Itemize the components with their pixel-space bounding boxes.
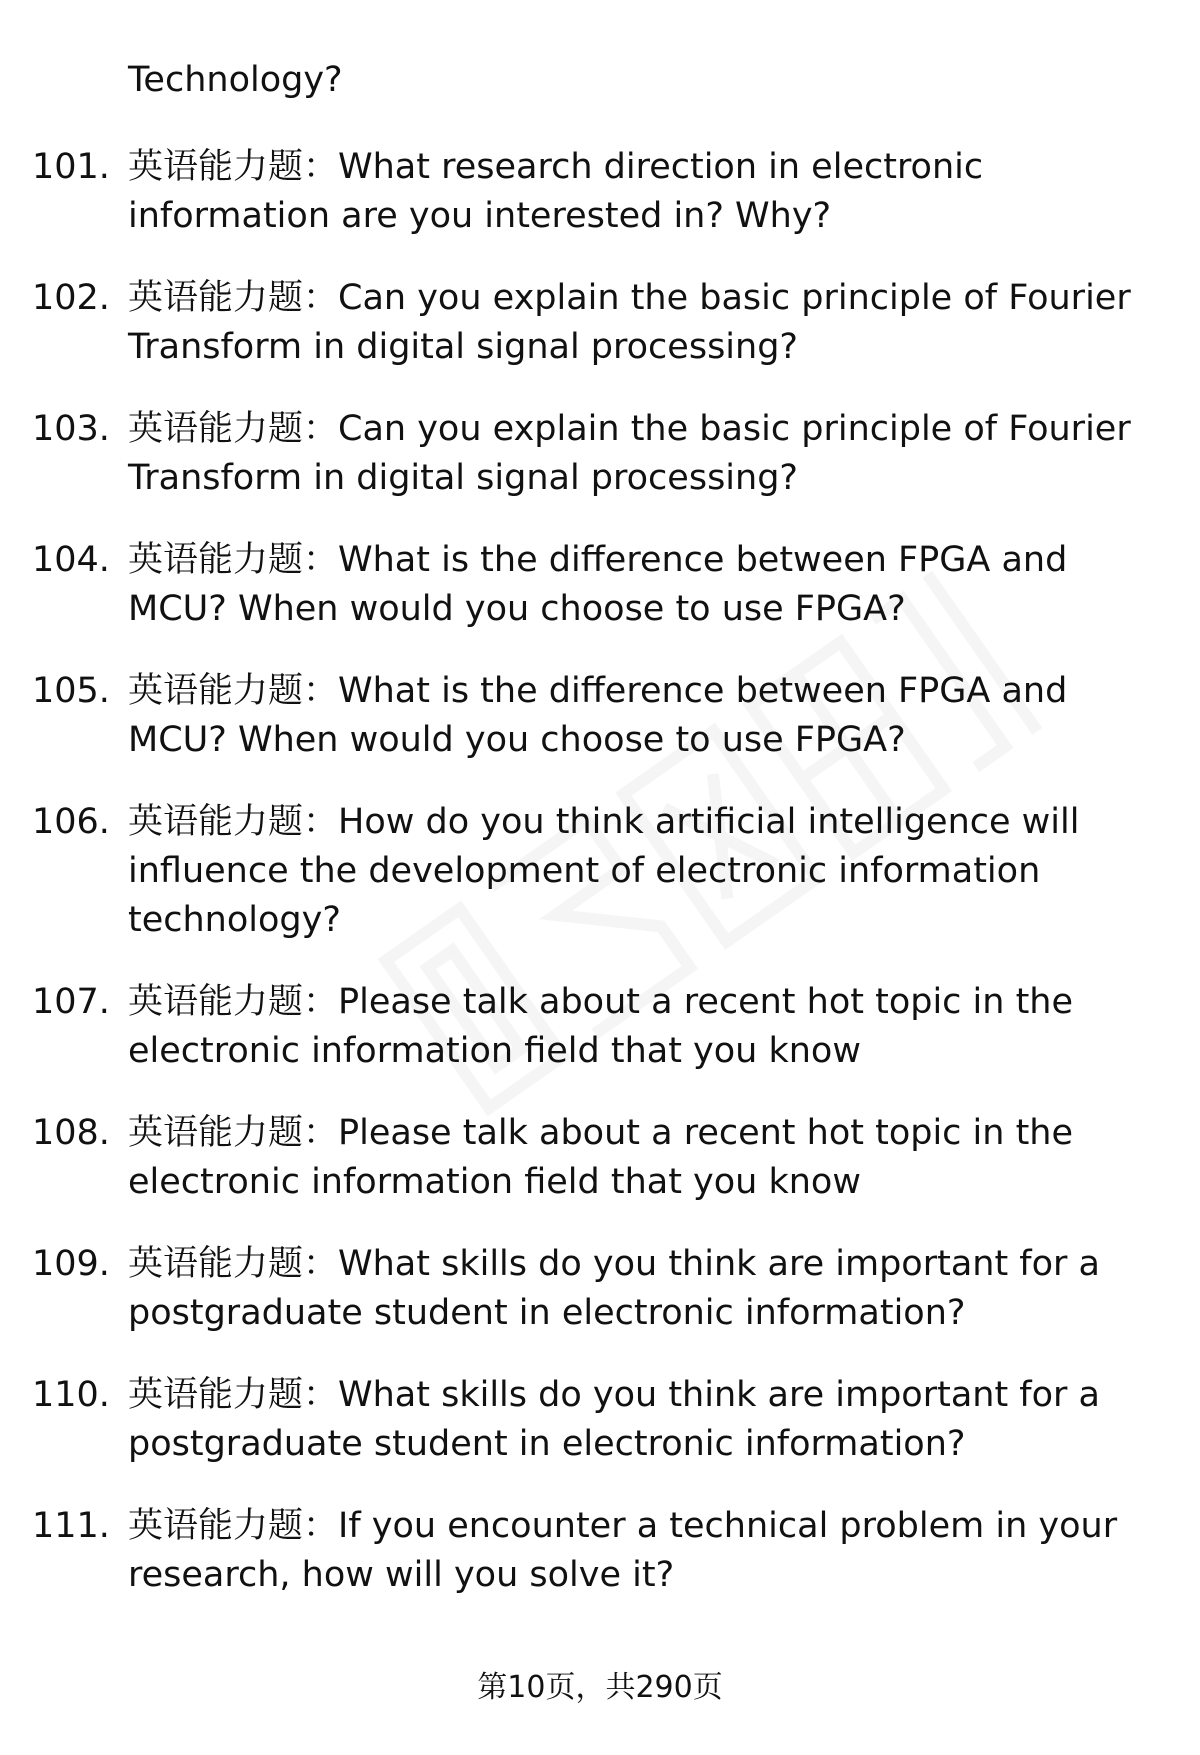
question-type-label: 英语能力题： bbox=[128, 1244, 339, 1284]
question-item bbox=[32, 143, 1152, 241]
question-number: 111. bbox=[32, 1506, 110, 1546]
question-type-label: 英语能力题： bbox=[128, 540, 339, 580]
question-content bbox=[128, 143, 1152, 241]
question-type-label: 英语能力题： bbox=[128, 147, 339, 187]
question-item bbox=[32, 667, 1152, 765]
question-number: 110. bbox=[32, 1375, 110, 1415]
question-content bbox=[128, 405, 1152, 503]
page-footer bbox=[0, 1668, 1200, 1708]
question-type-label: 英语能力题： bbox=[128, 1375, 339, 1415]
question-text: Can you explain the basic principle of Fourier Transform in digital signal processing? bbox=[128, 278, 1131, 367]
question-item bbox=[32, 1240, 1152, 1338]
question-content bbox=[128, 667, 1152, 765]
question-number: 101. bbox=[32, 147, 110, 187]
question-content bbox=[128, 978, 1152, 1076]
question-item bbox=[32, 1371, 1152, 1469]
question-number: 104. bbox=[32, 540, 110, 580]
question-text: What skills do you think are important for a postgraduate student in electronic information? bbox=[128, 1244, 1101, 1333]
question-item bbox=[32, 1502, 1152, 1600]
question-number: 108. bbox=[32, 1113, 110, 1153]
page-indicator: 第10页，共290页 bbox=[477, 1670, 723, 1705]
question-number: 105. bbox=[32, 671, 110, 711]
question-text: What research direction in electronic information are you interested in? Why? bbox=[128, 147, 984, 236]
question-item bbox=[32, 978, 1152, 1076]
question-number: 106. bbox=[32, 802, 110, 842]
question-type-label: 英语能力题： bbox=[128, 1113, 339, 1153]
question-type-label: 英语能力题： bbox=[128, 1506, 339, 1546]
question-number: 102. bbox=[32, 278, 110, 318]
question-text: If you encounter a technical problem in your research, how will you solve it? bbox=[128, 1506, 1118, 1595]
question-content bbox=[128, 536, 1152, 634]
question-content bbox=[128, 1109, 1152, 1207]
question-number: 109. bbox=[32, 1244, 110, 1284]
question-type-label: 英语能力题： bbox=[128, 278, 339, 318]
question-item bbox=[32, 1109, 1152, 1207]
question-text: What is the difference between FPGA and MCU? When would you choose to use FPGA? bbox=[128, 671, 1068, 760]
question-content bbox=[128, 1502, 1152, 1600]
question-item bbox=[32, 536, 1152, 634]
question-type-label: 英语能力题： bbox=[128, 802, 339, 842]
continued-question-text: Technology? bbox=[128, 60, 343, 100]
question-text: Please talk about a recent hot topic in the electronic information field that you know bbox=[128, 982, 1074, 1071]
question-item bbox=[32, 274, 1152, 372]
question-number: 107. bbox=[32, 982, 110, 1022]
question-type-label: 英语能力题： bbox=[128, 409, 339, 449]
question-item bbox=[32, 405, 1152, 503]
question-type-label: 英语能力题： bbox=[128, 671, 339, 711]
question-type-label: 英语能力题： bbox=[128, 982, 339, 1022]
question-list bbox=[32, 56, 1152, 1633]
question-text: Please talk about a recent hot topic in the electronic information field that you know bbox=[128, 1113, 1074, 1202]
question-content bbox=[128, 798, 1152, 945]
question-text: What is the difference between FPGA and MCU? When would you choose to use FPGA? bbox=[128, 540, 1068, 629]
question-text: How do you think artificial intelligence will influence the development of electronic information technology? bbox=[128, 802, 1080, 940]
question-text: Can you explain the basic principle of Fourier Transform in digital signal processing? bbox=[128, 409, 1131, 498]
question-content bbox=[128, 274, 1152, 372]
question-number: 103. bbox=[32, 409, 110, 449]
question-item bbox=[32, 798, 1152, 945]
question-text: What skills do you think are important for a postgraduate student in electronic information? bbox=[128, 1375, 1101, 1464]
question-content bbox=[128, 1371, 1152, 1469]
question-content bbox=[128, 1240, 1152, 1338]
